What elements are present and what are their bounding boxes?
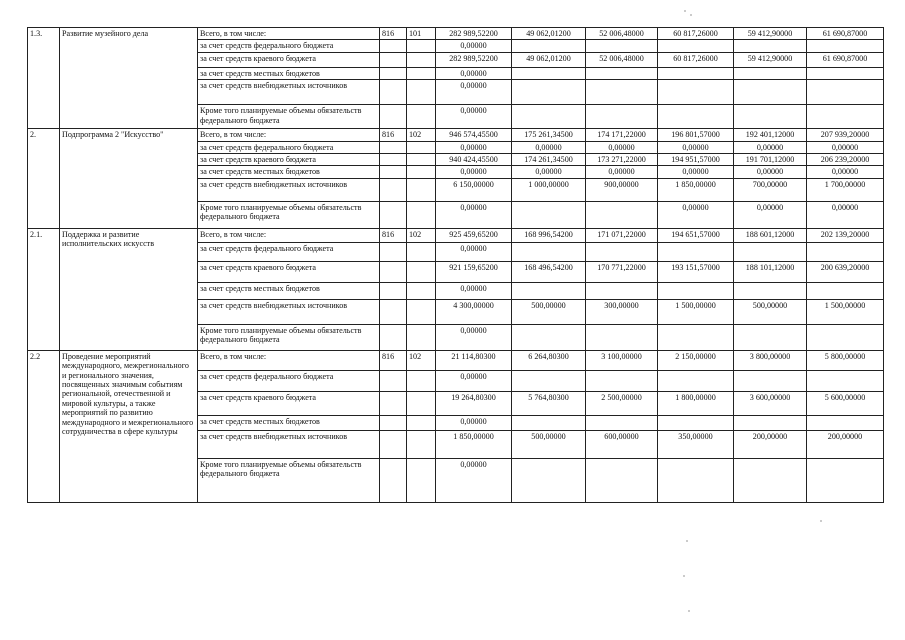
grbs-code <box>380 415 407 430</box>
year-value-cell: 200,00000 <box>807 430 884 458</box>
year-value-cell <box>512 324 586 350</box>
year-value-cell: 500,00000 <box>734 299 807 324</box>
table-row <box>28 28 884 40</box>
year-value-cell: 0,00000 <box>658 141 734 153</box>
funding-source-label: Всего, в том числе: <box>198 228 380 242</box>
year-value-cell <box>734 370 807 391</box>
grbs-code <box>380 391 407 415</box>
year-value-cell: 194 951,57000 <box>658 154 734 166</box>
funding-source-label: за счет средств федерального бюджета <box>198 40 380 52</box>
section-code: 2. <box>28 129 60 229</box>
year-value-cell <box>734 67 807 79</box>
funding-source-label: за счет средств федерального бюджета <box>198 141 380 153</box>
year-value-cell: 1 700,00000 <box>807 178 884 201</box>
year-value-cell: 0,00000 <box>734 166 807 178</box>
year-value-cell: 194 651,57000 <box>658 228 734 242</box>
year-value-cell <box>658 242 734 261</box>
funding-source-label: за счет средств краевого бюджета <box>198 52 380 67</box>
year-value-cell <box>512 80 586 105</box>
year-value-cell: 52 006,48000 <box>586 28 658 40</box>
funding-source-label: за счет средств внебюджетных источников <box>198 299 380 324</box>
grbs-code <box>380 166 407 178</box>
total-value-cell: 0,00000 <box>436 141 512 153</box>
rz-code <box>407 166 436 178</box>
funding-source-label: Кроме того планируемые объемы обязательств федерального бюджета <box>198 458 380 502</box>
year-value-cell: 0,00000 <box>807 201 884 228</box>
year-value-cell: 170 771,22000 <box>586 261 658 282</box>
rz-code <box>407 105 436 129</box>
total-value-cell: 0,00000 <box>436 105 512 129</box>
year-value-cell <box>658 282 734 299</box>
funding-source-label: за счет средств федерального бюджета <box>198 242 380 261</box>
total-value-cell: 940 424,45500 <box>436 154 512 166</box>
year-value-cell <box>658 80 734 105</box>
year-value-cell: 60 817,26000 <box>658 52 734 67</box>
rz-code <box>407 201 436 228</box>
year-value-cell: 5 600,00000 <box>807 391 884 415</box>
section-code: 2.2 <box>28 350 60 502</box>
scan-speck <box>688 610 690 612</box>
total-value-cell: 21 114,80300 <box>436 350 512 370</box>
total-value-cell: 0,00000 <box>436 415 512 430</box>
total-value-cell: 0,00000 <box>436 40 512 52</box>
year-value-cell <box>586 370 658 391</box>
total-value-cell: 921 159,65200 <box>436 261 512 282</box>
funding-source-label: Кроме того планируемые объемы обязательств федерального бюджета <box>198 105 380 129</box>
year-value-cell <box>734 105 807 129</box>
section-name: Поддержка и развитие исполнительских искусств <box>60 228 198 350</box>
year-value-cell: 0,00000 <box>512 166 586 178</box>
grbs-code <box>380 141 407 153</box>
year-value-cell: 2 500,00000 <box>586 391 658 415</box>
grbs-code <box>380 40 407 52</box>
year-value-cell <box>734 40 807 52</box>
year-value-cell: 207 939,20000 <box>807 129 884 141</box>
grbs-code <box>380 282 407 299</box>
year-value-cell <box>807 370 884 391</box>
year-value-cell <box>658 67 734 79</box>
grbs-code <box>380 178 407 201</box>
year-value-cell <box>512 415 586 430</box>
year-value-cell: 6 264,80300 <box>512 350 586 370</box>
year-value-cell: 0,00000 <box>658 201 734 228</box>
rz-code <box>407 282 436 299</box>
grbs-code: 816 <box>380 228 407 242</box>
year-value-cell: 188 601,12000 <box>734 228 807 242</box>
funding-source-label: Всего, в том числе: <box>198 28 380 40</box>
year-value-cell: 0,00000 <box>586 141 658 153</box>
rz-code <box>407 80 436 105</box>
funding-source-label: за счет средств местных бюджетов <box>198 166 380 178</box>
total-value-cell: 282 989,52200 <box>436 28 512 40</box>
year-value-cell: 350,00000 <box>658 430 734 458</box>
year-value-cell: 500,00000 <box>512 430 586 458</box>
scan-speck <box>820 520 822 522</box>
year-value-cell: 0,00000 <box>734 201 807 228</box>
year-value-cell <box>807 40 884 52</box>
year-value-cell: 0,00000 <box>658 166 734 178</box>
year-value-cell: 191 701,12000 <box>734 154 807 166</box>
rz-code <box>407 52 436 67</box>
year-value-cell: 1 850,00000 <box>658 178 734 201</box>
funding-source-label: за счет средств федерального бюджета <box>198 370 380 391</box>
year-value-cell: 5 800,00000 <box>807 350 884 370</box>
year-value-cell <box>807 415 884 430</box>
year-value-cell <box>807 324 884 350</box>
year-value-cell: 174 261,34500 <box>512 154 586 166</box>
year-value-cell: 1 800,00000 <box>658 391 734 415</box>
year-value-cell <box>734 80 807 105</box>
year-value-cell <box>658 370 734 391</box>
year-value-cell: 173 271,22000 <box>586 154 658 166</box>
year-value-cell: 700,00000 <box>734 178 807 201</box>
total-value-cell: 0,00000 <box>436 370 512 391</box>
total-value-cell: 4 300,00000 <box>436 299 512 324</box>
year-value-cell: 3 100,00000 <box>586 350 658 370</box>
year-value-cell <box>512 458 586 502</box>
grbs-code <box>380 105 407 129</box>
year-value-cell: 192 401,12000 <box>734 129 807 141</box>
total-value-cell: 0,00000 <box>436 242 512 261</box>
year-value-cell <box>586 242 658 261</box>
year-value-cell: 0,00000 <box>586 166 658 178</box>
grbs-code: 816 <box>380 28 407 40</box>
funding-source-label: за счет средств краевого бюджета <box>198 154 380 166</box>
year-value-cell <box>734 415 807 430</box>
funding-source-label: за счет средств краевого бюджета <box>198 391 380 415</box>
year-value-cell: 202 139,20000 <box>807 228 884 242</box>
year-value-cell <box>658 40 734 52</box>
funding-source-label: Кроме того планируемые объемы обязательств федерального бюджета <box>198 324 380 350</box>
year-value-cell <box>586 458 658 502</box>
rz-code <box>407 261 436 282</box>
year-value-cell <box>658 458 734 502</box>
year-value-cell: 900,00000 <box>586 178 658 201</box>
year-value-cell <box>807 105 884 129</box>
year-value-cell: 196 801,57000 <box>658 129 734 141</box>
year-value-cell <box>586 67 658 79</box>
year-value-cell: 0,00000 <box>512 141 586 153</box>
year-value-cell: 300,00000 <box>586 299 658 324</box>
grbs-code <box>380 370 407 391</box>
total-value-cell: 946 574,45500 <box>436 129 512 141</box>
total-value-cell: 0,00000 <box>436 67 512 79</box>
year-value-cell: 168 996,54200 <box>512 228 586 242</box>
total-value-cell: 0,00000 <box>436 80 512 105</box>
year-value-cell: 61 690,87000 <box>807 28 884 40</box>
year-value-cell: 168 496,54200 <box>512 261 586 282</box>
rz-code <box>407 154 436 166</box>
year-value-cell: 1 500,00000 <box>658 299 734 324</box>
year-value-cell <box>512 201 586 228</box>
year-value-cell: 0,00000 <box>807 166 884 178</box>
rz-code <box>407 242 436 261</box>
funding-source-label: за счет средств внебюджетных источников <box>198 430 380 458</box>
section-name: Развитие музейного дела <box>60 28 198 129</box>
year-value-cell: 0,00000 <box>807 141 884 153</box>
table-row <box>28 129 884 141</box>
year-value-cell: 52 006,48000 <box>586 52 658 67</box>
section-code: 2.1. <box>28 228 60 350</box>
year-value-cell: 59 412,90000 <box>734 28 807 40</box>
year-value-cell: 60 817,26000 <box>658 28 734 40</box>
section-name: Проведение мероприятий международного, межрегионального и регионального значения, посвященных значимым событиям региональной, отечественной и мировой культуры, а также мероприятий по развитию международного и межрегионального сотрудничества в сфере культуры <box>60 350 198 502</box>
scan-speck <box>683 575 685 577</box>
rz-code <box>407 391 436 415</box>
year-value-cell <box>807 242 884 261</box>
year-value-cell <box>586 40 658 52</box>
year-value-cell <box>586 324 658 350</box>
year-value-cell: 1 500,00000 <box>807 299 884 324</box>
scan-speck <box>686 540 688 542</box>
year-value-cell <box>586 105 658 129</box>
funding-source-label: Всего, в том числе: <box>198 129 380 141</box>
year-value-cell: 3 800,00000 <box>734 350 807 370</box>
total-value-cell: 0,00000 <box>436 166 512 178</box>
year-value-cell <box>512 370 586 391</box>
rz-code <box>407 299 436 324</box>
year-value-cell <box>586 80 658 105</box>
total-value-cell: 19 264,80300 <box>436 391 512 415</box>
year-value-cell: 193 151,57000 <box>658 261 734 282</box>
year-value-cell <box>658 105 734 129</box>
year-value-cell <box>658 324 734 350</box>
rz-code: 102 <box>407 350 436 370</box>
rz-code <box>407 40 436 52</box>
funding-source-label: за счет средств местных бюджетов <box>198 282 380 299</box>
grbs-code <box>380 67 407 79</box>
year-value-cell: 49 062,01200 <box>512 52 586 67</box>
funding-source-label: за счет средств внебюджетных источников <box>198 178 380 201</box>
section-code: 1.3. <box>28 28 60 129</box>
grbs-code <box>380 201 407 228</box>
year-value-cell <box>512 67 586 79</box>
year-value-cell <box>586 415 658 430</box>
year-value-cell: 206 239,20000 <box>807 154 884 166</box>
year-value-cell <box>512 282 586 299</box>
year-value-cell: 49 062,01200 <box>512 28 586 40</box>
year-value-cell <box>734 324 807 350</box>
section-name: Подпрограмма 2 "Искусство" <box>60 129 198 229</box>
rz-code <box>407 141 436 153</box>
year-value-cell: 171 071,22000 <box>586 228 658 242</box>
year-value-cell <box>807 67 884 79</box>
year-value-cell: 5 764,80300 <box>512 391 586 415</box>
grbs-code <box>380 80 407 105</box>
total-value-cell: 0,00000 <box>436 324 512 350</box>
total-value-cell: 1 850,00000 <box>436 430 512 458</box>
funding-source-label: Всего, в том числе: <box>198 350 380 370</box>
total-value-cell: 0,00000 <box>436 282 512 299</box>
year-value-cell <box>807 458 884 502</box>
grbs-code: 816 <box>380 129 407 141</box>
year-value-cell: 200 639,20000 <box>807 261 884 282</box>
grbs-code <box>380 52 407 67</box>
year-value-cell: 174 171,22000 <box>586 129 658 141</box>
year-value-cell: 200,00000 <box>734 430 807 458</box>
rz-code: 102 <box>407 228 436 242</box>
year-value-cell <box>658 415 734 430</box>
year-value-cell <box>512 105 586 129</box>
rz-code <box>407 324 436 350</box>
year-value-cell: 2 150,00000 <box>658 350 734 370</box>
funding-source-label: за счет средств местных бюджетов <box>198 415 380 430</box>
rz-code <box>407 430 436 458</box>
scan-speck <box>690 14 692 16</box>
rz-code: 102 <box>407 129 436 141</box>
year-value-cell <box>807 80 884 105</box>
grbs-code <box>380 261 407 282</box>
year-value-cell <box>586 282 658 299</box>
total-value-cell: 0,00000 <box>436 201 512 228</box>
grbs-code <box>380 324 407 350</box>
grbs-code <box>380 154 407 166</box>
year-value-cell <box>512 242 586 261</box>
grbs-code <box>380 430 407 458</box>
year-value-cell: 188 101,12000 <box>734 261 807 282</box>
grbs-code <box>380 458 407 502</box>
year-value-cell: 0,00000 <box>734 141 807 153</box>
table-row <box>28 228 884 242</box>
total-value-cell: 6 150,00000 <box>436 178 512 201</box>
year-value-cell <box>512 40 586 52</box>
year-value-cell: 500,00000 <box>512 299 586 324</box>
rz-code <box>407 67 436 79</box>
total-value-cell: 925 459,65200 <box>436 228 512 242</box>
grbs-code <box>380 242 407 261</box>
year-value-cell: 61 690,87000 <box>807 52 884 67</box>
year-value-cell <box>807 282 884 299</box>
year-value-cell: 600,00000 <box>586 430 658 458</box>
rz-code <box>407 370 436 391</box>
funding-source-label: за счет средств внебюджетных источников <box>198 80 380 105</box>
grbs-code <box>380 299 407 324</box>
year-value-cell <box>734 458 807 502</box>
budget-table <box>27 27 884 503</box>
funding-source-label: за счет средств краевого бюджета <box>198 261 380 282</box>
year-value-cell <box>734 242 807 261</box>
rz-code <box>407 415 436 430</box>
grbs-code: 816 <box>380 350 407 370</box>
funding-source-label: Кроме того планируемые объемы обязательств федерального бюджета <box>198 201 380 228</box>
year-value-cell: 3 600,00000 <box>734 391 807 415</box>
year-value-cell: 175 261,34500 <box>512 129 586 141</box>
total-value-cell: 282 989,52200 <box>436 52 512 67</box>
table-row <box>28 350 884 370</box>
scan-speck <box>684 10 686 12</box>
year-value-cell <box>734 282 807 299</box>
year-value-cell <box>586 201 658 228</box>
rz-code <box>407 178 436 201</box>
year-value-cell: 1 000,00000 <box>512 178 586 201</box>
rz-code <box>407 458 436 502</box>
funding-source-label: за счет средств местных бюджетов <box>198 67 380 79</box>
budget-table-page <box>27 27 883 503</box>
total-value-cell: 0,00000 <box>436 458 512 502</box>
rz-code: 101 <box>407 28 436 40</box>
year-value-cell: 59 412,90000 <box>734 52 807 67</box>
